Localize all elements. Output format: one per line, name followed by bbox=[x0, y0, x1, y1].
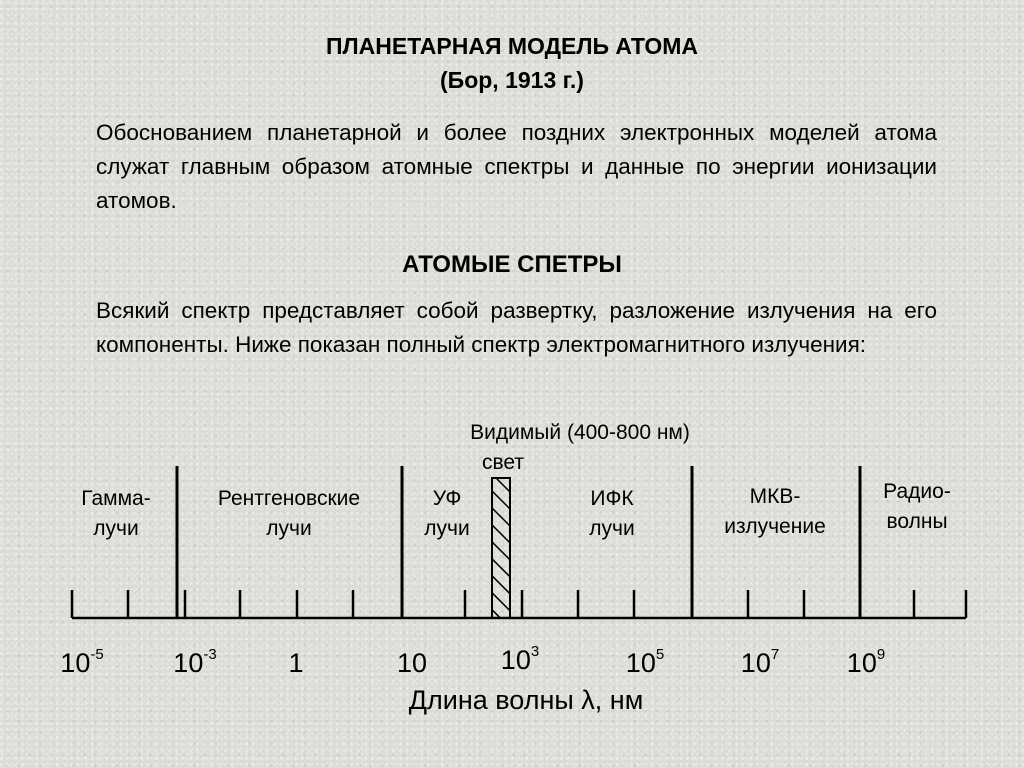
tick-label: 1 bbox=[288, 648, 304, 678]
visible-light-label: Видимый (400-800 нм) bbox=[470, 421, 690, 444]
spectrum-paragraph: Всякий спектр представляет собой развертку, разложение излучения на его компоненты. Ниже показан полный спектр электромагнитного излучения: bbox=[96, 298, 937, 357]
intro-paragraph: Обоснованием планетарной и более поздних электронных моделей атома служат главным образом атомные спектры и данные по энергии ионизации атомов. bbox=[96, 120, 937, 213]
region-label-ir: ИФК лучи bbox=[589, 487, 635, 540]
tick-label: $10^3$ bbox=[500, 643, 540, 675]
page-title: ПЛАНЕТАРНАЯ МОДЕЛЬ АТОМА bbox=[325, 33, 699, 59]
tick-label: $10^7$ bbox=[740, 646, 780, 678]
tick-label: $10^{-3}$ bbox=[173, 646, 217, 678]
section-title: АТОМЫЕ СПЕТРЫ bbox=[402, 251, 622, 278]
visible-light-label-2: свет bbox=[481, 451, 525, 474]
tick-label: $10^9$ bbox=[846, 646, 886, 678]
tick-label: $10^{-5}$ bbox=[60, 646, 104, 678]
region-label-microwave: МКВ- излучение bbox=[724, 485, 826, 538]
region-label-radio: Радио- волны bbox=[883, 480, 951, 533]
region-label-uv: УФ лучи bbox=[424, 487, 470, 540]
visible-light-band bbox=[492, 478, 510, 618]
region-label-gamma: Гамма- лучи bbox=[81, 487, 151, 540]
tick-label: 10 bbox=[396, 648, 428, 678]
tick-label: $10^5$ bbox=[625, 646, 665, 678]
axis-label: Длина волны λ, нм bbox=[408, 685, 644, 715]
region-label-xray: Рентгеновские лучи bbox=[217, 487, 361, 540]
page-subtitle: (Бор, 1913 г.) bbox=[440, 67, 584, 93]
